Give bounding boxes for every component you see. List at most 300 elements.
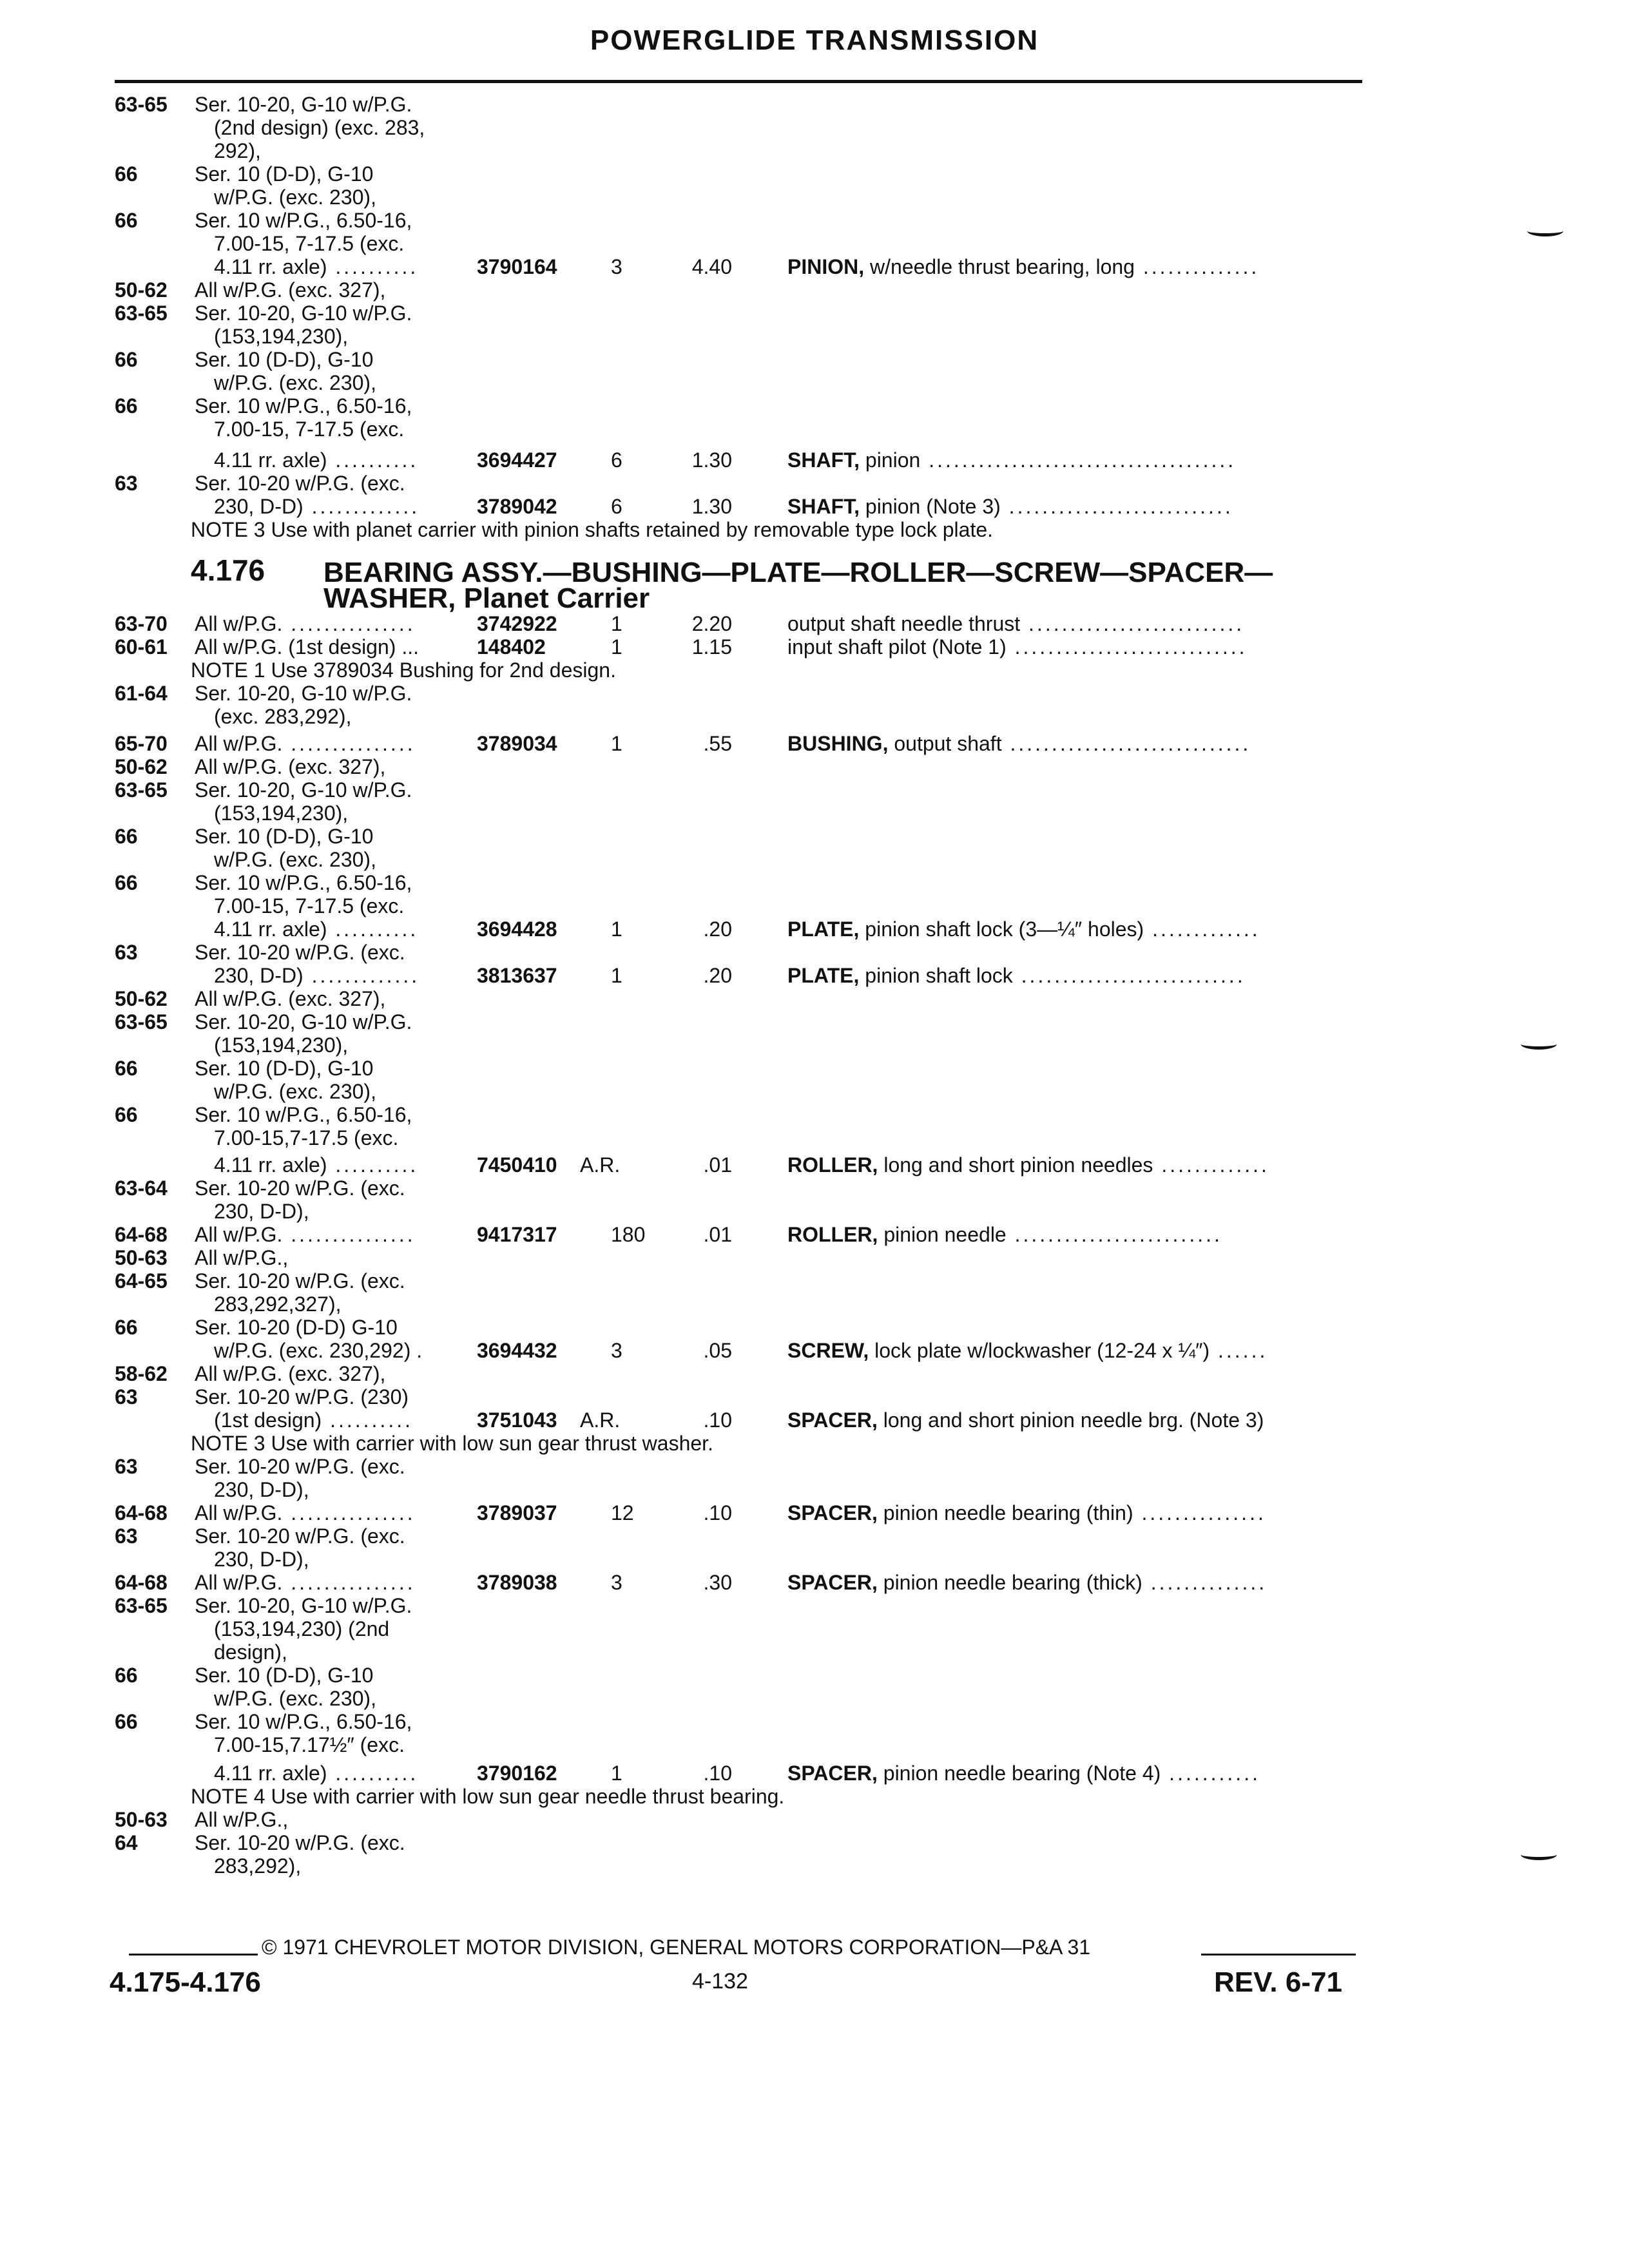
- application-label: Ser. 10-20 w/P.G. (230): [195, 1385, 409, 1408]
- table-row: [0, 1808, 1629, 1831]
- description-text: pinion: [865, 448, 921, 472]
- application-label: Ser. 10-20, G-10 w/P.G.: [195, 93, 412, 116]
- table-row: [0, 1524, 1629, 1548]
- application-label: Ser. 10 (D-D), G-10: [195, 1057, 374, 1080]
- table-row: [0, 658, 1629, 682]
- application-text: [214, 495, 419, 518]
- application-text: [195, 1103, 412, 1126]
- model-years: 66: [115, 1103, 138, 1126]
- leader-dots: .....................................: [920, 448, 1237, 472]
- model-years: 63-65: [115, 1010, 168, 1033]
- model-years: 66: [115, 209, 138, 232]
- model-years: 63-65: [115, 93, 168, 116]
- table-row: [0, 1571, 1629, 1594]
- application-text: [195, 1269, 405, 1293]
- application-label: 230, D-D),: [214, 1548, 309, 1571]
- page-title: POWERGLIDE TRANSMISSION: [590, 24, 1039, 56]
- application-text: [195, 1362, 385, 1385]
- application-label: 4.11 rr. axle): [214, 1762, 327, 1785]
- application-text: [195, 1808, 288, 1831]
- part-description: [787, 918, 1260, 941]
- leader-dots: ..............: [1134, 255, 1260, 278]
- application-text: [195, 778, 412, 802]
- part-name: SPACER,: [787, 1408, 883, 1432]
- application-label: Ser. 10-20 w/P.G. (exc.: [195, 1455, 405, 1478]
- model-years: 63-70: [115, 612, 168, 635]
- footer-page-number: 4-132: [692, 1969, 748, 1994]
- application-label: (153,194,230),: [214, 1033, 349, 1057]
- application-text: [195, 348, 373, 371]
- table-row: [0, 894, 1629, 918]
- model-years: 64-68: [115, 1571, 168, 1594]
- application-label: Ser. 10-20 w/P.G. (exc.: [195, 941, 405, 964]
- application-label: Ser. 10 (D-D), G-10: [195, 1664, 374, 1687]
- application-text: [195, 871, 412, 894]
- application-label: All w/P.G. (exc. 327),: [195, 987, 386, 1010]
- leader-dots: ..........: [327, 255, 419, 278]
- table-row: [0, 778, 1629, 802]
- table-row: [0, 1339, 1629, 1362]
- table-row: [0, 495, 1629, 518]
- application-label: Ser. 10-20 w/P.G. (exc.: [195, 1177, 405, 1200]
- leader-dots: ..............: [1142, 1571, 1268, 1594]
- application-label: Ser. 10-20 w/P.G. (exc.: [195, 1269, 405, 1293]
- description-text: output shaft needle thrust: [787, 612, 1021, 635]
- application-text: [214, 232, 404, 255]
- table-row: [0, 1177, 1629, 1200]
- application-text: [195, 612, 416, 635]
- leader-dots: ..........: [327, 1762, 419, 1785]
- group-title-line-2: WASHER, Planet Carrier: [323, 582, 650, 614]
- table-row: [0, 472, 1629, 495]
- part-description: [787, 1153, 1269, 1177]
- model-years: 60-61: [115, 635, 168, 658]
- application-label: w/P.G. (exc. 230),: [214, 186, 376, 209]
- table-row: [0, 1640, 1629, 1664]
- application-label: Ser. 10 w/P.G., 6.50-16,: [195, 1103, 412, 1126]
- quantity: 1: [611, 1762, 622, 1785]
- application-text: [214, 1293, 342, 1316]
- application-label: (153,194,230),: [214, 802, 349, 825]
- application-label: Ser. 10-20, G-10 w/P.G.: [195, 682, 412, 705]
- application-label: (153,194,230) (2nd: [214, 1617, 390, 1640]
- table-row: [0, 1103, 1629, 1126]
- application-label: Ser. 10 w/P.G., 6.50-16,: [195, 871, 412, 894]
- model-years: 58-62: [115, 1362, 168, 1385]
- application-label: Ser. 10 (D-D), G-10: [195, 825, 374, 848]
- table-row: [0, 1501, 1629, 1524]
- application-label: (exc. 283,292),: [214, 705, 352, 728]
- leader-dots: ...............: [282, 612, 416, 635]
- price: .20: [703, 918, 732, 941]
- part-description: [787, 732, 1251, 755]
- application-label: Ser. 10-20, G-10 w/P.G.: [195, 1594, 412, 1617]
- model-years: 50-62: [115, 755, 168, 778]
- application-text: [214, 325, 348, 348]
- part-description: [787, 1571, 1267, 1594]
- part-name: PLATE,: [787, 918, 865, 941]
- table-row: [0, 1269, 1629, 1293]
- description-text: output shaft: [894, 732, 1002, 755]
- application-label: All w/P.G.: [195, 1223, 283, 1246]
- model-years: 65-70: [115, 732, 168, 755]
- application-text: [195, 93, 412, 116]
- application-text: [195, 941, 405, 964]
- table-row: [0, 1200, 1629, 1223]
- price: 4.40: [691, 255, 732, 278]
- application-text: [214, 1617, 389, 1640]
- application-text: [214, 964, 419, 987]
- application-label: Ser. 10-20 w/P.G. (exc.: [195, 472, 405, 495]
- application-label: 230, D-D),: [214, 1200, 309, 1223]
- application-text: [214, 255, 418, 278]
- quantity: 6: [611, 448, 622, 472]
- quantity: 1: [611, 918, 622, 941]
- leader-dots: ...............: [282, 1223, 416, 1246]
- application-text: [195, 394, 412, 418]
- leader-dots: ............................: [1006, 635, 1248, 658]
- application-label: 4.11 rr. axle): [214, 448, 327, 472]
- table-row: [0, 116, 1629, 139]
- application-text: [195, 825, 373, 848]
- application-text: [214, 1080, 376, 1103]
- table-row: [0, 1594, 1629, 1617]
- note-text: NOTE 1 Use 3789034 Bushing for 2nd design.: [191, 658, 616, 682]
- model-years: 50-62: [115, 278, 168, 302]
- table-row: [0, 1080, 1629, 1103]
- model-years: 64-68: [115, 1223, 168, 1246]
- quantity: 180: [611, 1223, 646, 1246]
- application-text: [195, 1664, 373, 1687]
- application-label: w/P.G. (exc. 230),: [214, 371, 376, 394]
- application-text: [195, 1223, 416, 1246]
- leader-dots: .............: [1153, 1153, 1269, 1177]
- model-years: 63-64: [115, 1177, 168, 1200]
- application-text: [195, 1455, 405, 1478]
- table-row: [0, 612, 1629, 635]
- table-row: [0, 1010, 1629, 1033]
- price: 2.20: [691, 612, 732, 635]
- table-row: [0, 186, 1629, 209]
- application-label: All w/P.G.: [195, 612, 283, 635]
- table-row: [0, 1733, 1629, 1756]
- table-row: [0, 918, 1629, 941]
- application-text: [195, 1710, 412, 1733]
- part-description: [787, 1408, 1264, 1432]
- description-text: pinion needle bearing (thick): [883, 1571, 1142, 1594]
- table-row: [0, 93, 1629, 116]
- application-text: [214, 1339, 422, 1362]
- part-description: [787, 964, 1246, 987]
- table-row: [0, 448, 1629, 472]
- part-description: [787, 495, 1233, 518]
- price: 1.30: [691, 495, 732, 518]
- note-text: NOTE 4 Use with carrier with low sun gear needle thrust bearing.: [191, 1785, 785, 1808]
- model-years: 63: [115, 1524, 138, 1548]
- table-row: [0, 1548, 1629, 1571]
- table-row: [0, 1762, 1629, 1785]
- leader-dots: .........................: [1006, 1223, 1222, 1246]
- application-label: Ser. 10 (D-D), G-10: [195, 348, 374, 371]
- application-text: [214, 1687, 376, 1710]
- model-years: 66: [115, 871, 138, 894]
- model-years: 64-65: [115, 1269, 168, 1293]
- application-label: 283,292,327),: [214, 1293, 342, 1316]
- application-label: All w/P.G.: [195, 1571, 283, 1594]
- table-row: [0, 964, 1629, 987]
- quantity: 1: [611, 612, 622, 635]
- part-name: SHAFT,: [787, 448, 865, 472]
- application-label: Ser. 10 w/P.G., 6.50-16,: [195, 209, 412, 232]
- application-text: [214, 186, 376, 209]
- description-text: pinion needle bearing (Note 4): [883, 1762, 1161, 1785]
- group-number: 4.176: [191, 553, 265, 587]
- part-name: SHAFT,: [787, 495, 865, 518]
- model-years: 50-63: [115, 1246, 168, 1269]
- application-label: w/P.G. (exc. 230,292) .: [214, 1339, 423, 1362]
- application-label: All w/P.G. (exc. 327),: [195, 1362, 386, 1385]
- price: 1.15: [691, 635, 732, 658]
- table-row: [0, 1153, 1629, 1177]
- margin-tick-mark: [1527, 226, 1563, 236]
- application-text: [214, 1640, 287, 1664]
- application-text: [195, 1316, 398, 1339]
- application-label: 4.11 rr. axle): [214, 1153, 327, 1177]
- application-label: 7.00-15, 7-17.5 (exc.: [214, 232, 405, 255]
- part-number: 3751043: [477, 1408, 557, 1432]
- application-text: [214, 371, 376, 394]
- table-row: [0, 755, 1629, 778]
- application-text: [195, 1057, 373, 1080]
- application-text: [195, 1594, 412, 1617]
- table-row: [0, 302, 1629, 325]
- part-number: 3694432: [477, 1339, 557, 1362]
- part-name: SPACER,: [787, 1501, 883, 1524]
- model-years: 66: [115, 1710, 138, 1733]
- model-years: 66: [115, 825, 138, 848]
- application-text: [195, 162, 373, 186]
- application-label: w/P.G. (exc. 230),: [214, 848, 376, 871]
- application-label: Ser. 10-20 w/P.G. (exc.: [195, 1831, 405, 1854]
- table-row: [0, 209, 1629, 232]
- application-label: All w/P.G.,: [195, 1246, 289, 1269]
- footer-section-range: 4.175-4.176: [110, 1966, 261, 1998]
- model-years: 66: [115, 394, 138, 418]
- table-row: [0, 325, 1629, 348]
- part-name: SPACER,: [787, 1762, 883, 1785]
- table-row: [0, 941, 1629, 964]
- table-row: [0, 1478, 1629, 1501]
- part-number: 148402: [477, 635, 546, 658]
- model-years: 66: [115, 1057, 138, 1080]
- part-number: 3790164: [477, 255, 557, 278]
- table-row: [0, 1710, 1629, 1733]
- part-name: ROLLER,: [787, 1153, 884, 1177]
- model-years: 66: [115, 348, 138, 371]
- application-text: [195, 1571, 416, 1594]
- application-text: [195, 732, 416, 755]
- quantity: A.R.: [580, 1153, 621, 1177]
- table-row: [0, 394, 1629, 418]
- leader-dots: .............: [303, 495, 420, 518]
- table-row: [0, 1033, 1629, 1057]
- application-label: 230, D-D),: [214, 1478, 309, 1501]
- part-name: SCREW,: [787, 1339, 875, 1362]
- part-number: 3789037: [477, 1501, 557, 1524]
- model-years: 64: [115, 1831, 138, 1854]
- price: 1.30: [691, 448, 732, 472]
- model-years: 63-65: [115, 302, 168, 325]
- application-text: [195, 1831, 405, 1854]
- application-text: [214, 1153, 418, 1177]
- application-text: [195, 302, 412, 325]
- model-years: 64-68: [115, 1501, 168, 1524]
- application-label: All w/P.G. (1st design) ...: [195, 635, 419, 658]
- margin-tick-mark: [1521, 1039, 1557, 1050]
- table-row: [0, 1432, 1629, 1455]
- model-years: 66: [115, 162, 138, 186]
- quantity: 12: [611, 1501, 634, 1524]
- application-label: 4.11 rr. axle): [214, 255, 327, 278]
- part-name: BUSHING,: [787, 732, 894, 755]
- application-text: [195, 682, 412, 705]
- model-years: 50-62: [115, 987, 168, 1010]
- application-label: 283,292),: [214, 1854, 302, 1878]
- application-text: [214, 1762, 418, 1785]
- application-text: [214, 1033, 348, 1057]
- application-text: [214, 448, 418, 472]
- price: .10: [703, 1408, 732, 1432]
- table-row: [0, 1362, 1629, 1385]
- leader-dots: ...........: [1161, 1762, 1260, 1785]
- application-label: 4.11 rr. axle): [214, 918, 327, 941]
- table-row: [0, 1785, 1629, 1808]
- part-description: [787, 1762, 1260, 1785]
- price: .01: [703, 1223, 732, 1246]
- leader-dots: ......: [1210, 1339, 1268, 1362]
- table-row: [0, 1664, 1629, 1687]
- part-name: PLATE,: [787, 964, 865, 987]
- application-label: 7.00-15, 7-17.5 (exc.: [214, 418, 405, 441]
- note-text: NOTE 3 Use with carrier with low sun gear thrust washer.: [191, 1432, 713, 1455]
- price: .20: [703, 964, 732, 987]
- leader-dots: ...............: [1133, 1501, 1266, 1524]
- table-row: [0, 1246, 1629, 1269]
- footer-copyright: © 1971 CHEVROLET MOTOR DIVISION, GENERAL MOTORS CORPORATION—P&A 31: [262, 1936, 1091, 1959]
- table-row: [0, 232, 1629, 255]
- application-text: [214, 1733, 405, 1756]
- table-row: [0, 682, 1629, 705]
- leader-dots: ...............: [282, 1571, 416, 1594]
- application-label: All w/P.G.: [195, 732, 283, 755]
- table-row: [0, 1385, 1629, 1408]
- description-text: pinion (Note 3): [865, 495, 1001, 518]
- application-text: [195, 1010, 412, 1033]
- application-label: All w/P.G. (exc. 327),: [195, 278, 386, 302]
- description-text: w/needle thrust bearing, long: [870, 255, 1135, 278]
- application-label: Ser. 10-20, G-10 w/P.G.: [195, 302, 412, 325]
- application-label: 230, D-D): [214, 964, 304, 987]
- application-label: Ser. 10-20 (D-D) G-10: [195, 1316, 398, 1339]
- part-description: [787, 1339, 1268, 1362]
- application-text: [195, 278, 385, 302]
- part-description: [787, 635, 1248, 658]
- application-text: [195, 1524, 405, 1548]
- application-text: [195, 209, 412, 232]
- table-row: [0, 278, 1629, 302]
- application-text: [214, 802, 348, 825]
- quantity: 3: [611, 1571, 622, 1594]
- quantity: 3: [611, 1339, 622, 1362]
- part-number: 3789042: [477, 495, 557, 518]
- footer-rule-left: [129, 1954, 258, 1956]
- application-label: All w/P.G. (exc. 327),: [195, 755, 386, 778]
- leader-dots: .............: [303, 964, 420, 987]
- table-row: [0, 705, 1629, 728]
- application-text: [214, 1854, 301, 1878]
- description-text: input shaft pilot (Note 1): [787, 635, 1007, 658]
- leader-dots: ..........................: [1020, 612, 1245, 635]
- leader-dots: ..........: [327, 448, 419, 472]
- leader-dots: ..........: [327, 918, 419, 941]
- table-row: [0, 1831, 1629, 1854]
- application-label: (2nd design) (exc. 283,: [214, 116, 425, 139]
- table-row: [0, 732, 1629, 755]
- quantity: A.R.: [580, 1408, 621, 1432]
- part-number: 3790162: [477, 1762, 557, 1785]
- table-row: [0, 848, 1629, 871]
- price: .05: [703, 1339, 732, 1362]
- price: .30: [703, 1571, 732, 1594]
- table-row: [0, 139, 1629, 162]
- application-text: [195, 635, 419, 658]
- description-text: long and short pinion needles: [883, 1153, 1153, 1177]
- table-row: [0, 1293, 1629, 1316]
- margin-tick-mark: [1521, 1849, 1557, 1860]
- table-row: [0, 1408, 1629, 1432]
- leader-dots: ...............: [282, 1501, 416, 1524]
- application-text: [214, 894, 404, 918]
- application-text: [214, 848, 376, 871]
- table-row: [0, 255, 1629, 278]
- application-label: (1st design): [214, 1408, 322, 1432]
- leader-dots: ...........................: [1012, 964, 1246, 987]
- application-label: design),: [214, 1640, 287, 1664]
- model-years: 61-64: [115, 682, 168, 705]
- application-text: [214, 1548, 309, 1571]
- model-years: 63: [115, 1385, 138, 1408]
- table-row: [0, 825, 1629, 848]
- application-text: [195, 1177, 405, 1200]
- table-row: [0, 1854, 1629, 1878]
- part-name: PINION,: [787, 255, 871, 278]
- model-years: 66: [115, 1664, 138, 1687]
- part-number: 3789034: [477, 732, 557, 755]
- application-text: [214, 918, 418, 941]
- model-years: 63-65: [115, 778, 168, 802]
- quantity: 1: [611, 732, 622, 755]
- application-label: w/P.G. (exc. 230),: [214, 1080, 376, 1103]
- footer-revision: REV. 6-71: [1214, 1966, 1342, 1998]
- table-row: [0, 1223, 1629, 1246]
- part-number: 3789038: [477, 1571, 557, 1594]
- model-years: 63: [115, 1455, 138, 1478]
- application-label: All w/P.G.,: [195, 1808, 289, 1831]
- part-name: ROLLER,: [787, 1223, 884, 1246]
- description-text: pinion needle: [883, 1223, 1007, 1246]
- model-years: 63: [115, 941, 138, 964]
- footer-rule-right: [1201, 1954, 1356, 1956]
